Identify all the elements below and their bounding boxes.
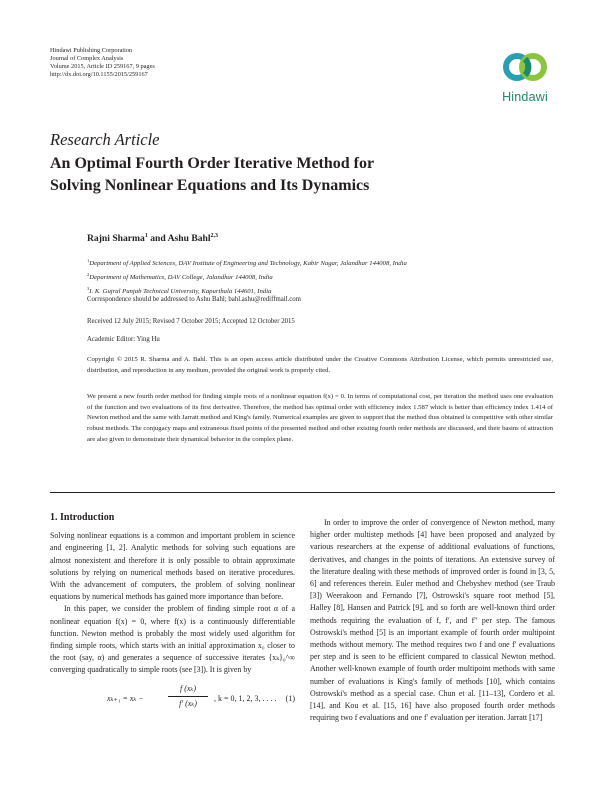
equation-fraction <box>168 683 208 710</box>
equation-number: (1) <box>285 693 295 703</box>
section-divider <box>50 492 555 493</box>
affiliations <box>87 255 407 298</box>
volume-line: Volume 2015, Article ID 259167, 9 pages <box>50 63 155 70</box>
author-name: Rajni Sharma <box>87 233 145 244</box>
article-type: Research Article <box>50 130 160 149</box>
journal-meta <box>50 47 155 79</box>
section-heading: 1. Introduction <box>50 512 115 523</box>
doi-link[interactable]: http://dx.doi.org/10.1155/2015/259167 <box>50 71 148 78</box>
fraction-denominator: f′ (xₖ) <box>179 698 197 708</box>
author-separator: and <box>147 233 168 244</box>
author-affil-sup: 2,3 <box>210 233 219 239</box>
paragraph: In this paper, we consider the problem of finding simple root α of a nonlinear equation f(x) = 0, where f(x) is a continuously differentiable function. Newton method is probably the most widely used algorithm for finding simple roots, which starts with an initial approximation x₀ closer to the root (say, α) and generates a sequence of successive iterates {xₖ}₀^∞ converging quadratically to simple roots (see [3]). It is given by <box>50 604 295 675</box>
title-line: Solving Nonlinear Equations and Its Dynamics <box>50 177 370 194</box>
journal-name: Journal of Complex Analysis <box>50 55 124 62</box>
affiliation: $^2$Department of Mathematics, DAV College, Jalandhar 144008, India <box>87 272 273 282</box>
article-dates: Received 12 July 2015; Revised 7 October 2015; Accepted 12 October 2015 <box>87 318 295 325</box>
author-name: Ashu Bahl <box>167 233 211 244</box>
abstract: We present a new fourth order method for finding simple roots of a nonlinear equation f(x) = 0. In terms of computational cost, per iteration the method uses one evaluation of the function and two evaluations of its first derivative. Therefore, the method has optimal order with efficiency index 1.587 which is better than efficiency index 1.414 of Newton method and the same with Jarratt method and King's family. Numerical examples are given to support that the method thus obtained is competitive with other similar robust methods. The conjugacy maps and extraneous fixed points of the presented method and other existing fourth order methods are discussed, and their basins of attraction are also given to demonstrate their dynamical behavior in the complex plane. <box>87 393 553 443</box>
equation-rhs: , k = 0, 1, 2, 3, . . . . <box>214 693 277 703</box>
right-column <box>310 517 555 724</box>
affiliation: $^1$Department of Applied Sciences, DAV Institute of Engineering and Technology, Kabir Nagar, Jalandhar 144008, India <box>87 258 407 267</box>
copyright-notice: Copyright © 2015 R. Sharma and A. Bahl. This is an open access article distributed under the Creative Commons Attribution License, which permits unrestricted use, distribution, and reproduction in any medium, provided the original work is properly cited. <box>87 356 553 374</box>
author-affil-sup: 1 <box>144 233 148 239</box>
academic-editor: Academic Editor: Ying Hu <box>87 336 160 343</box>
hindawi-logo-text: Hindawi <box>502 90 548 104</box>
hindawi-logo-icon <box>494 47 556 91</box>
article-title <box>50 153 550 197</box>
author-list <box>87 233 218 244</box>
fraction-numerator: f (xₖ) <box>168 683 208 697</box>
left-column <box>50 512 295 717</box>
equation-lhs: xₖ₊₁ = xₖ − <box>107 693 144 703</box>
paragraph: In order to improve the order of convergence of Newton method, many higher order multistep methods [4] have been proposed and analyzed by various researchers at the expense of additional evaluations of functions, derivatives, and changes in the points of iterations. An extensive survey of the literature dealing with these methods of improved order is found in [3, 5, 6] and references therein. Euler method and Chebyshev method (see Traub [3]) Weerakoon and Fernando [7], Ostrowski's square root method [5], Halley [8], Hansen and Patrick [9], and so forth are well-known third order methods requiring the evaluation of f, f′, and f″ per step. The famous Ostrowski's method [5] is an important example of fourth order multipoint methods without memory. The method requires two f and one f′ evaluations per step and is seen to be efficient compared to classical Newton method. Another well-known example of fourth order multipoint methods with same number of evaluations is King's family of methods [10], which contains Ostrowski's method as a special case. Chun et al. [11–13], Cordero et al. [14], and Kou et al. [15, 16] have also proposed fourth order methods requiring two f evaluations and one f′ evaluation per iteration. Jarratt [17] <box>310 518 555 723</box>
title-line: An Optimal Fourth Order Iterative Method for <box>50 155 375 172</box>
affiliation: $^3$I. K. Gujral Punjab Technical University, Kapurthala 144601, India <box>87 286 272 296</box>
paragraph: Solving nonlinear equations is a common and important problem in science and engineering [1, 2]. Analytic methods for solving such equations are almost nonexistent and therefore it is only possible to obtain approximate solutions by relying on numerical methods based on iterative procedures. With the advancement of computers, the problem of solving nonlinear equations by numerical methods has gained more importance than before. <box>50 531 295 602</box>
equation-1 <box>50 681 295 717</box>
publisher: Hindawi Publishing Corporation <box>50 47 133 54</box>
hindawi-logo <box>494 47 556 105</box>
correspondence: Correspondence should be addressed to Ashu Bahl; bahl.ashu@rediffmail.com <box>87 296 301 303</box>
